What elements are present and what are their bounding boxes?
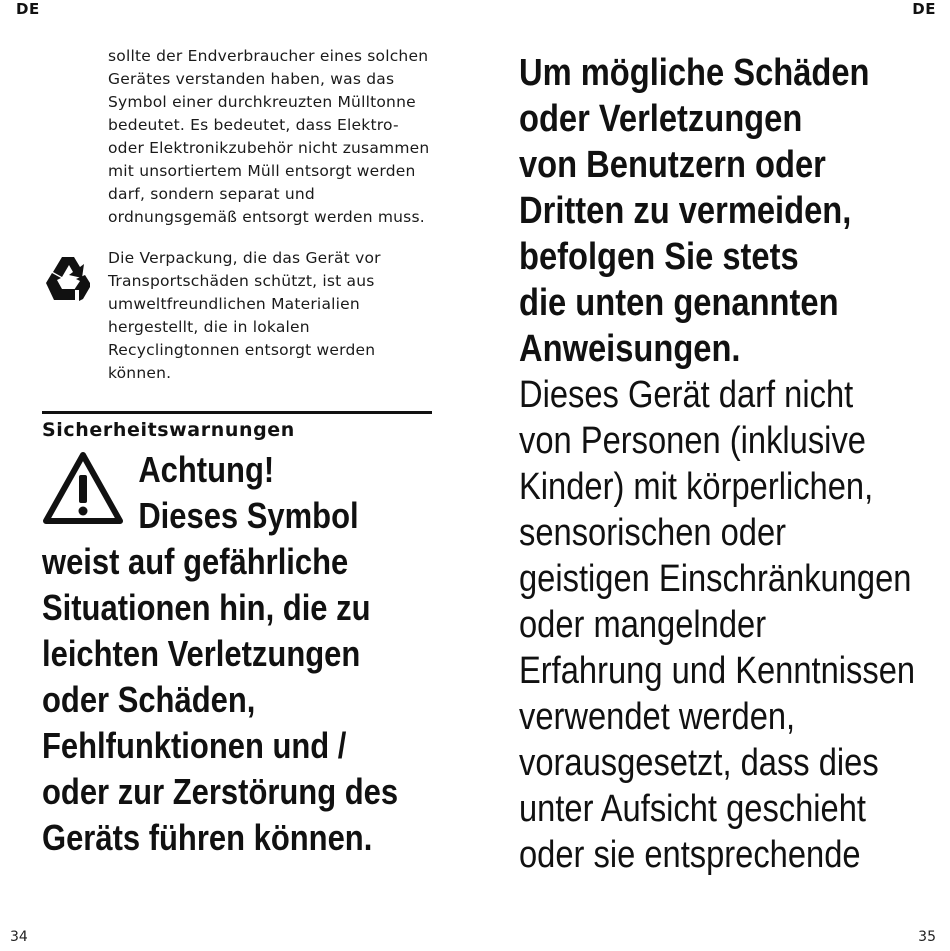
warning-line: weist auf gefährliche [42,541,349,582]
right-column [519,50,939,878]
recycle-icon [42,253,94,305]
body-line: oder sie entsprechende [519,834,861,876]
section-title: Sicherheitswarnungen [42,419,295,441]
body-line: geistigen Einschränkungen [519,558,912,600]
body-line: sensorischen oder [519,512,787,554]
page-number-right: 35 [918,929,936,945]
heading-line: von Benutzern oder [519,144,826,186]
body-line: Kinder) mit körperlichen, [519,466,874,508]
section-divider [42,411,432,414]
warning-line: Achtung! [138,449,275,490]
instruction-body [519,372,923,878]
warning-line: oder zur Zerstörung des [42,771,399,812]
heading-line: oder Verletzungen [519,98,803,140]
body-line: Dieses Gerät darf nicht [519,374,854,416]
warning-text [42,447,438,861]
left-column [42,45,437,861]
body-line: oder mangelnder [519,604,767,646]
body-line: vorausgesetzt, dass dies [519,742,879,784]
body-line: von Personen (inklusive [519,420,866,462]
warning-line: Fehlfunktionen und / [42,725,347,766]
warning-line: leichten Verletzungen [42,633,361,674]
heading-line: Anweisungen. [519,328,741,370]
heading-line: Dritten zu vermeiden, [519,190,852,232]
language-label-right: DE [912,0,936,18]
page-number-left: 34 [10,929,28,945]
body-line: unter Aufsicht geschieht [519,788,866,830]
warning-line: oder Schäden, [42,679,256,720]
instruction-heading [519,50,923,372]
warning-line: Dieses Symbol [138,495,359,536]
heading-line: befolgen Sie stets [519,236,799,278]
warning-line: Situationen hin, die zu [42,587,371,628]
warning-block [42,447,437,861]
heading-line: Um mögliche Schäden [519,52,870,94]
packaging-block [42,247,437,385]
language-label-left: DE [16,0,40,18]
warning-line: Geräts führen können. [42,817,373,858]
disposal-paragraph: sollte der Endverbraucher eines solchen Gerätes verstanden haben, was das Symbol einer durchkreuzten Mülltonne bedeutet. Es bedeutet, dass Elektro- oder Elektronikzubehör nicht zusammen mit unsortiertem Müll entsorgt werden darf, sondern separat und ordnungsgemäß entsorgt werden muss. [108,47,430,226]
heading-line: die unten genannten [519,282,839,324]
body-line: Erfahrung und Kenntnissen [519,650,916,692]
body-line: verwendet werden, [519,696,796,738]
packaging-paragraph: Die Verpackung, die das Gerät vor Transportschäden schützt, ist aus umweltfreundlichen Materialien hergestellt, die in lokalen Recyclingtonnen entsorgt werden können. [108,249,381,382]
